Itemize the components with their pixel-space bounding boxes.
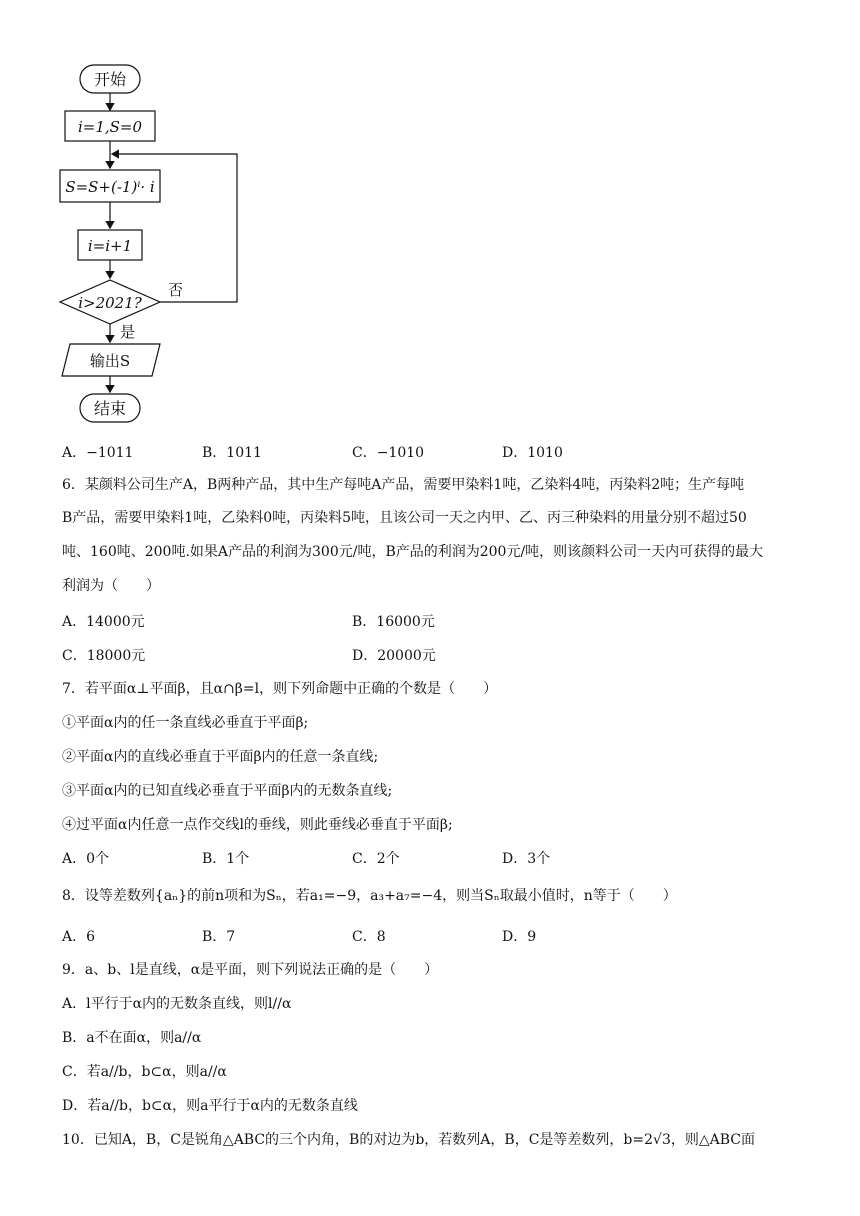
q8-option-c[interactable]: C．8 xyxy=(352,929,386,945)
q7-item-2: ②平面α内的直线必垂直于平面β内的任意一条直线; xyxy=(62,749,379,765)
flow-start-label: 开始 xyxy=(93,70,127,89)
flow-update-label: S=S+(-1)ⁱ· i xyxy=(65,178,155,196)
q5-options xyxy=(62,442,822,462)
q7-option-b[interactable]: B．1个 xyxy=(202,851,250,867)
q6-stem-line-1: 6．某颜料公司生产A，B两种产品，其中生产每吨A产品，需要甲染料1吨，乙染料4吨，丙染料2吨；生产每吨 xyxy=(62,477,745,493)
flow-yes-label: 是 xyxy=(120,323,136,341)
flow-condition-label: i>2021? xyxy=(78,294,142,312)
q6-stem-line-4: 利润为（ ） xyxy=(62,578,160,594)
q6-stem-line-2: B产品，需要甲染料1吨，乙染料0吨，丙染料5吨，且该公司一天之内甲、乙、丙三种染料的用量分别不超过50 xyxy=(62,510,747,526)
q9-option-a[interactable]: A．l平行于α内的无数条直线，则l//α xyxy=(62,996,292,1012)
q6-option-d[interactable]: D．20000元 xyxy=(352,648,436,664)
q8-option-d[interactable]: D．9 xyxy=(502,929,537,945)
q5-option-c[interactable]: C．−1010 xyxy=(352,445,425,461)
flow-end-label: 结束 xyxy=(93,399,127,418)
q7-option-a[interactable]: A．0个 xyxy=(62,851,110,867)
flow-no-label: 否 xyxy=(168,281,184,299)
flow-output-label: 输出S xyxy=(89,352,131,370)
q6-option-c[interactable]: C．18000元 xyxy=(62,648,146,664)
q5-option-a[interactable]: A．−1011 xyxy=(62,445,134,461)
q5-option-b[interactable]: B．1011 xyxy=(202,445,262,461)
q8-option-a[interactable]: A．6 xyxy=(62,929,96,945)
q7-option-d[interactable]: D．3个 xyxy=(502,851,551,867)
q7-stem: 7．若平面α⊥平面β，且α∩β=l，则下列命题中正确的个数是（ ） xyxy=(62,681,498,697)
q6-options-row-1 xyxy=(62,611,822,631)
q6-options-row-2 xyxy=(62,645,822,665)
q5-option-d[interactable]: D．1010 xyxy=(502,445,563,461)
q10-stem: 10．已知A，B，C是锐角△ABC的三个内角，B的对边为b，若数列A，B，C是等差数列，b=2√3，则△ABC面 xyxy=(62,1132,755,1148)
q9-stem: 9．a、b、l是直线，α是平面，则下列说法正确的是（ ） xyxy=(62,962,439,978)
flowchart xyxy=(0,0,300,440)
q7-item-3: ③平面α内的已知直线必垂直于平面β内的无数条直线; xyxy=(62,783,393,799)
q8-stem: 8．设等差数列{aₙ}的前n项和为Sₙ，若a₁=−9，a₃+a₇=−4，则当Sₙ取最小值时，n等于（ ） xyxy=(62,888,677,904)
q7-options xyxy=(62,848,822,868)
flow-increment-label: i=i+1 xyxy=(87,237,133,255)
q8-options xyxy=(62,926,822,946)
flow-init-label: i=1,S=0 xyxy=(77,118,143,136)
q7-item-1: ①平面α内的任一条直线必垂直于平面β; xyxy=(62,715,309,731)
q9-option-b[interactable]: B．a不在面α，则a//α xyxy=(62,1030,202,1046)
q6-stem-line-3: 吨、160吨、200吨.如果A产品的利润为300元/吨，B产品的利润为200元/吨，则该颜料公司一天内可获得的最大 xyxy=(62,544,764,560)
q6-option-a[interactable]: A．14000元 xyxy=(62,614,145,630)
q8-option-b[interactable]: B．7 xyxy=(202,929,236,945)
q9-option-d[interactable]: D．若a//b，b⊂α，则a平行于α内的无数条直线 xyxy=(62,1098,358,1114)
q7-item-4: ④过平面α内任意一点作交线l的垂线，则此垂线必垂直于平面β; xyxy=(62,817,453,833)
q6-option-b[interactable]: B．16000元 xyxy=(352,614,435,630)
q9-option-c[interactable]: C．若a//b，b⊂α，则a//α xyxy=(62,1064,227,1080)
q7-option-c[interactable]: C．2个 xyxy=(352,851,400,867)
